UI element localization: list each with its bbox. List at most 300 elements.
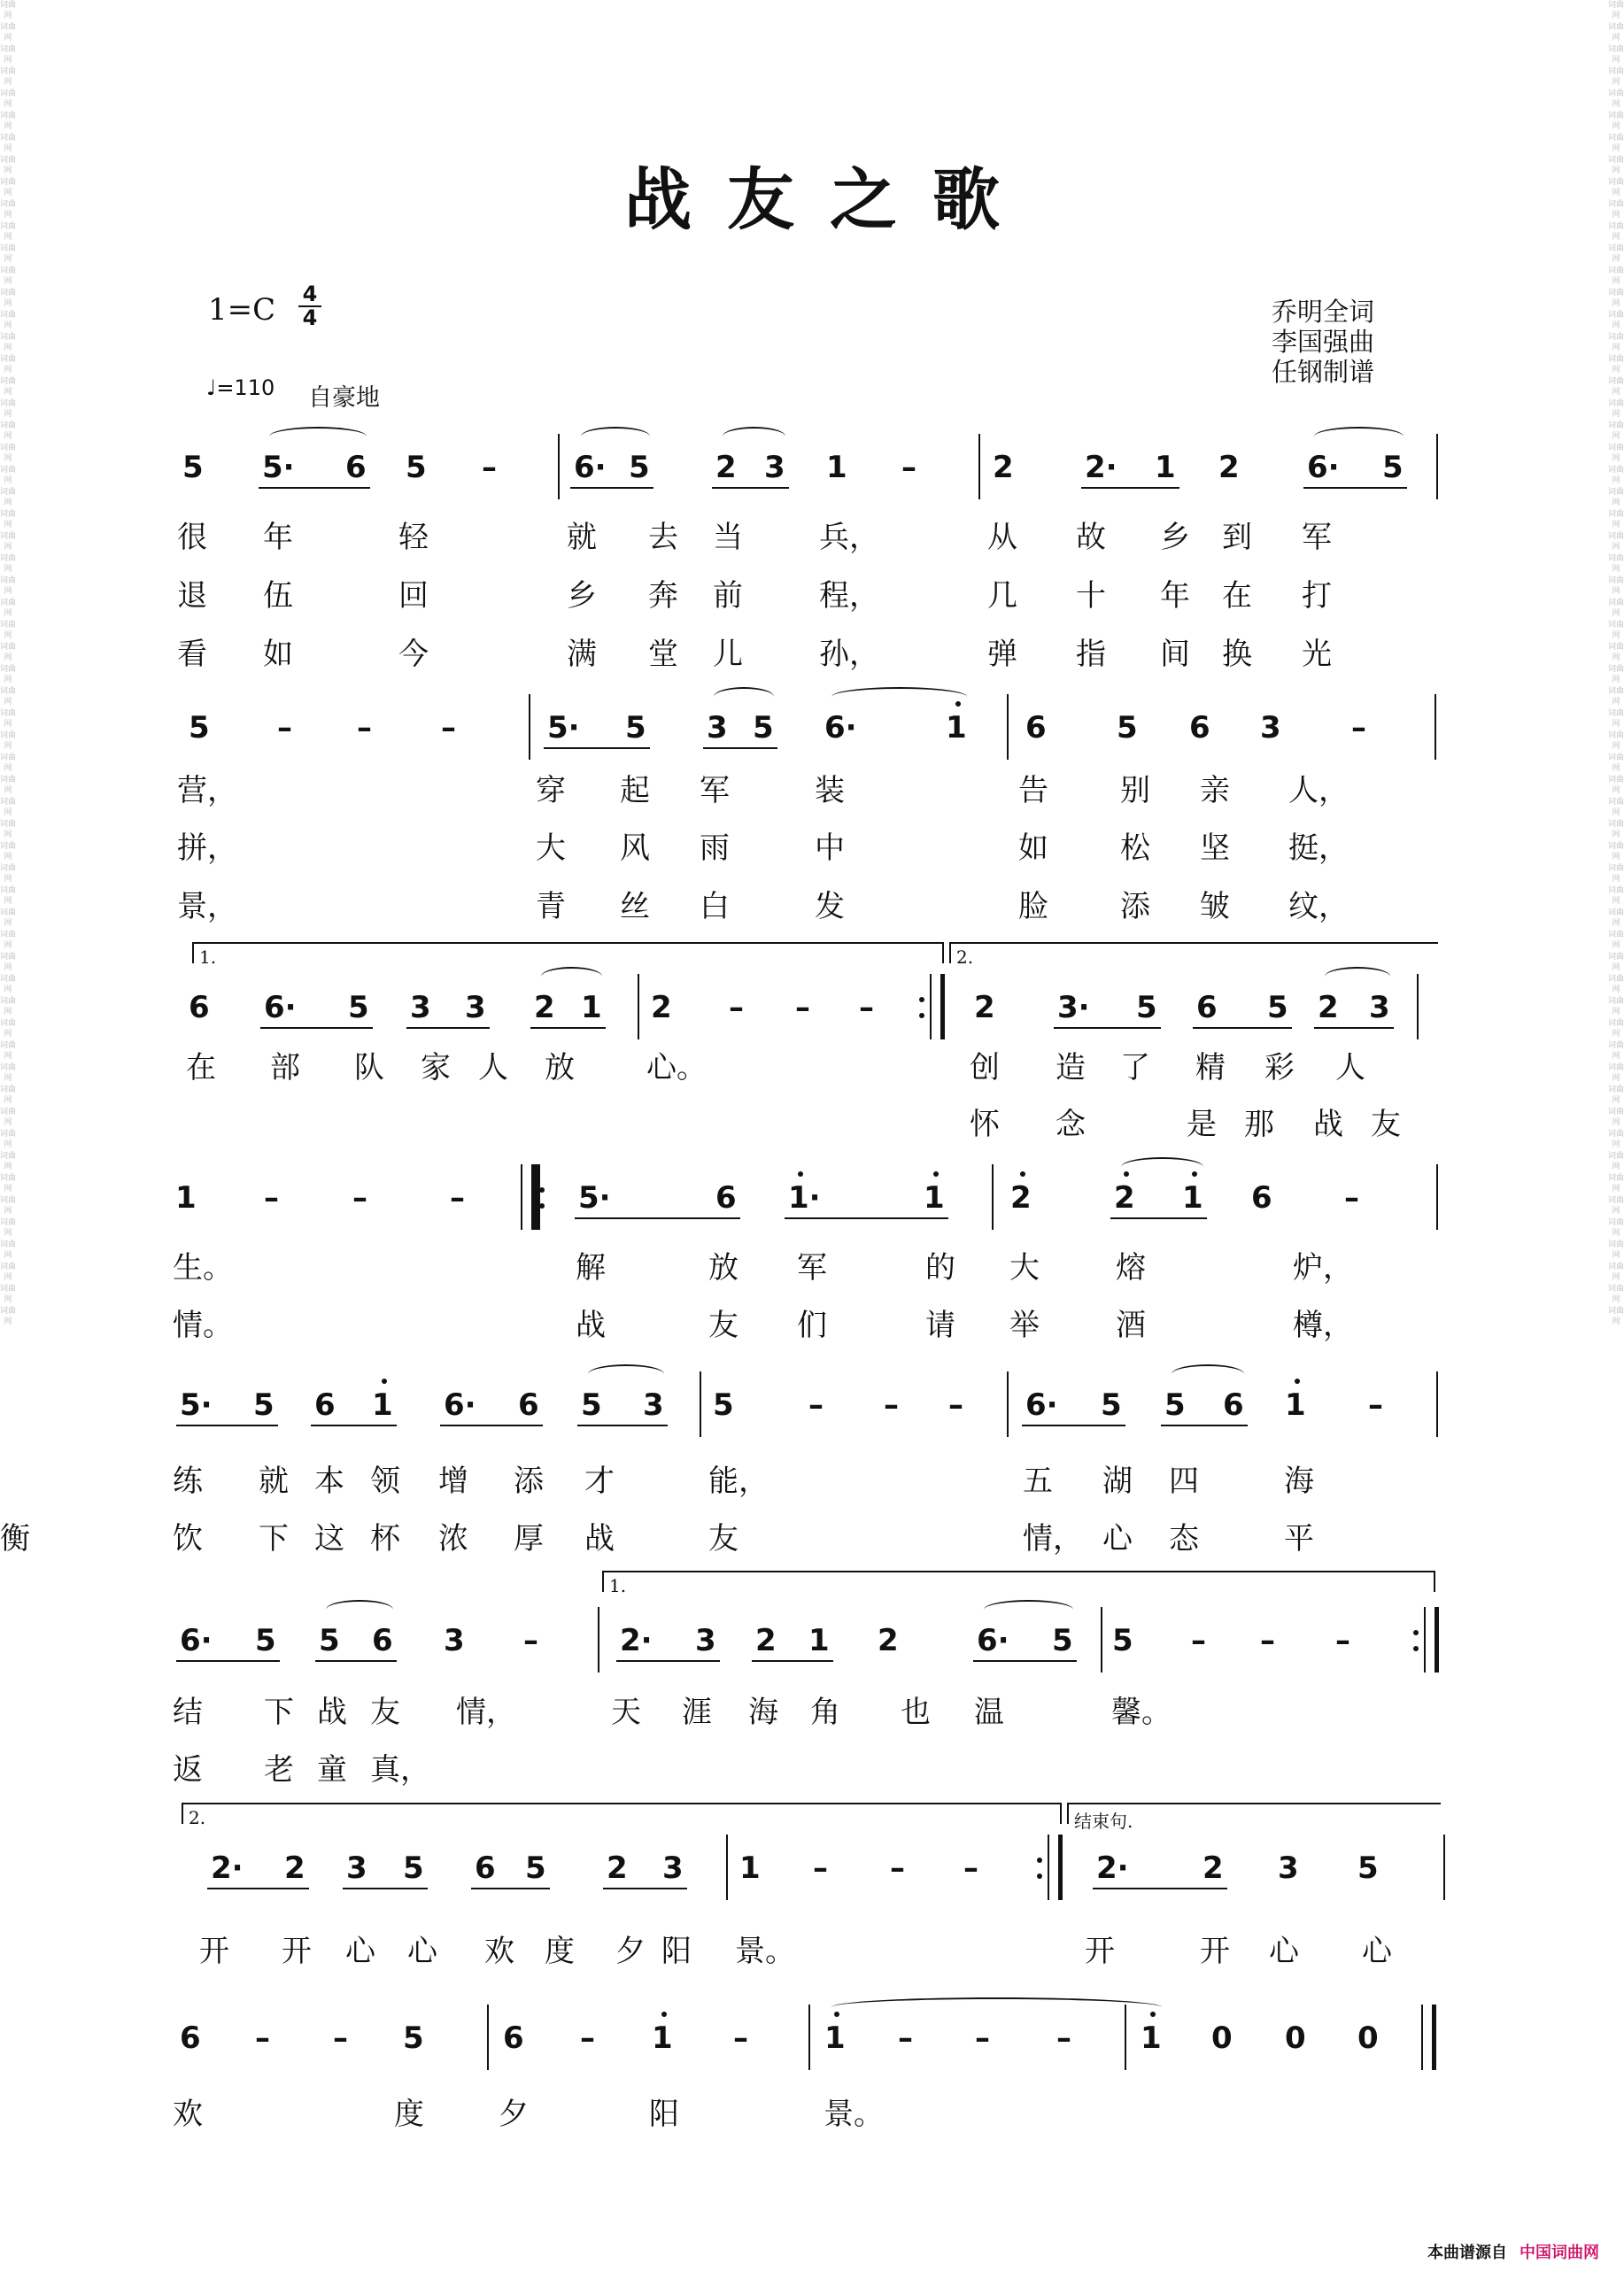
lyric-char: 满 bbox=[567, 637, 597, 672]
jianpu-note: 1 bbox=[826, 450, 847, 485]
lyric-char: 樽， bbox=[1293, 1308, 1353, 1343]
jianpu-note: 6· bbox=[444, 1387, 476, 1423]
jianpu-note: 5 bbox=[1112, 1623, 1133, 1658]
jianpu-note: 2· bbox=[620, 1623, 653, 1658]
lyric-char: 军 bbox=[1302, 520, 1332, 555]
jianpu-note: 1 bbox=[1182, 1180, 1203, 1216]
lyric-char: 堂 bbox=[648, 637, 678, 672]
jianpu-note: 5 bbox=[525, 1850, 546, 1886]
lyric-char: 心。 bbox=[646, 1050, 707, 1085]
lyric-char: 念 bbox=[1056, 1107, 1086, 1142]
lyric-char: 请 bbox=[925, 1308, 955, 1343]
jianpu-note: 1 bbox=[824, 2020, 846, 2056]
beam-underline bbox=[785, 1217, 948, 1219]
beam-underline bbox=[1081, 487, 1179, 489]
jianpu-note: 5 bbox=[403, 2020, 424, 2056]
jianpu-note: 5 bbox=[255, 1623, 276, 1658]
jianpu-note: 1 bbox=[652, 2020, 673, 2056]
key-signature: 1=C bbox=[208, 292, 276, 328]
right-watermark-strip: 词曲网 词曲网 词曲网 词曲网 词曲网 词曲网 词曲网 词曲网 词曲网 词曲网 词曲网 词曲网 词曲网 词曲网 词曲网 词曲网 词曲网 词曲网 词曲网 词曲网 词曲网 词曲网 词曲网 词曲网 词曲网 词曲网 词曲网 词曲网 词曲网 词曲网 词曲网 词曲网 词曲网 词曲网 词曲网 词曲网 词曲网 词曲网 词曲网 词曲网 词曲网 词曲网 词曲网 词曲网 词曲网 词曲网 词曲网 词曲网 词曲网 词曲网 词曲网 词曲网 词曲网 词曲网 词曲网 词曲网 词曲网 词曲网 词曲网 词曲网 bbox=[1608, 1, 1624, 1326]
lyric-char: 本 bbox=[314, 1464, 344, 1499]
octave-dot bbox=[382, 1379, 387, 1384]
jianpu-note: – bbox=[1335, 1623, 1350, 1658]
jianpu-note: – bbox=[352, 1180, 367, 1216]
jianpu-note: 2 bbox=[1114, 1180, 1135, 1216]
lyric-char: 开 bbox=[282, 1934, 312, 1969]
jianpu-note: – bbox=[733, 2020, 748, 2056]
slur-tie bbox=[581, 427, 650, 446]
lyric-char: 十 bbox=[1076, 578, 1106, 614]
jianpu-note: 2· bbox=[211, 1850, 244, 1886]
lyric-char: 增 bbox=[438, 1464, 468, 1499]
octave-dot bbox=[661, 2012, 667, 2017]
beam-underline bbox=[616, 1660, 720, 1662]
jianpu-note: – bbox=[264, 1180, 279, 1216]
octave-dot bbox=[933, 1171, 939, 1177]
jianpu-note: 5· bbox=[547, 710, 580, 746]
jianpu-note: 2 bbox=[974, 990, 995, 1025]
barline bbox=[1007, 694, 1009, 760]
lyric-char: 五 bbox=[1023, 1464, 1053, 1499]
lyric-char: 纹， bbox=[1288, 889, 1349, 924]
final-barline bbox=[1058, 1835, 1063, 1900]
beam-underline bbox=[570, 487, 653, 489]
jianpu-note: 6· bbox=[574, 450, 607, 485]
slur-tie bbox=[541, 967, 602, 986]
jianpu-note: 3 bbox=[643, 1387, 664, 1423]
barline bbox=[930, 974, 932, 1039]
jianpu-note: 2 bbox=[284, 1850, 305, 1886]
lyric-char: 情， bbox=[456, 1695, 516, 1730]
lyric-char: 举 bbox=[1009, 1308, 1040, 1343]
slur-tie bbox=[1314, 427, 1404, 446]
lyric-char: 人 bbox=[478, 1050, 508, 1085]
jianpu-note: 5 bbox=[189, 710, 210, 746]
beam-underline bbox=[1314, 1027, 1394, 1029]
beam-underline bbox=[440, 1425, 543, 1426]
lyric-char: 放 bbox=[545, 1050, 575, 1085]
barline bbox=[598, 1607, 599, 1673]
lyric-char: 真， bbox=[370, 1752, 430, 1788]
lyric-char: 青 bbox=[536, 889, 566, 924]
jianpu-note: 1 bbox=[581, 990, 602, 1025]
lyric-char: 孙， bbox=[819, 637, 879, 672]
lyric-char: 松 bbox=[1120, 830, 1150, 866]
lyric-char: 挺， bbox=[1288, 830, 1349, 866]
lyric-char: 去 bbox=[648, 520, 678, 555]
barline bbox=[1435, 694, 1436, 760]
jianpu-note: – bbox=[963, 1850, 978, 1886]
lyric-char: 彩 bbox=[1264, 1050, 1295, 1085]
jianpu-note: 2 bbox=[715, 450, 737, 485]
lyric-char: 心 bbox=[345, 1934, 375, 1969]
jianpu-note: 5· bbox=[578, 1180, 611, 1216]
jianpu-note: 3 bbox=[1369, 990, 1390, 1025]
lyric-char: 乡 bbox=[567, 578, 597, 614]
jianpu-note: – bbox=[898, 2020, 913, 2056]
jianpu-note: 1 bbox=[1141, 2020, 1162, 2056]
jianpu-note: – bbox=[1056, 2020, 1071, 2056]
lyric-char: 精 bbox=[1195, 1050, 1226, 1085]
lyric-char: 友 bbox=[708, 1308, 739, 1343]
lyric-char: 开 bbox=[1085, 1934, 1115, 1969]
lyric-char: 中 bbox=[815, 830, 845, 866]
lyric-char: 开 bbox=[199, 1934, 229, 1969]
jianpu-note: 2 bbox=[1218, 450, 1240, 485]
jianpu-note: 6 bbox=[180, 2020, 201, 2056]
lyric-char: 奔 bbox=[648, 578, 678, 614]
jianpu-note: 6· bbox=[1025, 1387, 1058, 1423]
repeat-start-barline bbox=[536, 1164, 540, 1230]
lyric-char: 温 bbox=[974, 1695, 1004, 1730]
lyric-char: 这 bbox=[314, 1521, 344, 1557]
octave-dot bbox=[1124, 1171, 1129, 1177]
lyric-char: 风 bbox=[620, 830, 650, 866]
lyric-char: 别 bbox=[1120, 773, 1150, 808]
beam-underline bbox=[176, 1425, 278, 1426]
repeat-dot bbox=[1413, 1630, 1419, 1635]
jianpu-note: 1 bbox=[946, 710, 967, 746]
barline bbox=[1436, 1164, 1438, 1230]
lyric-char: 情。 bbox=[173, 1308, 233, 1343]
expression-mark: 自豪地 bbox=[308, 384, 380, 412]
jianpu-note: – bbox=[901, 450, 916, 485]
lyric-char: 心 bbox=[1269, 1934, 1299, 1969]
jianpu-note: – bbox=[1344, 1180, 1359, 1216]
lyric-char: 当 bbox=[713, 520, 743, 555]
lyric-char: 友 bbox=[370, 1695, 400, 1730]
lyric-char: 在 bbox=[1222, 578, 1252, 614]
lyric-char: 童 bbox=[317, 1752, 347, 1788]
jianpu-note: 1 bbox=[175, 1180, 197, 1216]
transcriber-credit: 任钢制谱 bbox=[1272, 357, 1375, 387]
jianpu-note: 1 bbox=[808, 1623, 830, 1658]
lyric-char: 就 bbox=[259, 1464, 289, 1499]
lyric-char: 的 bbox=[925, 1250, 955, 1286]
jianpu-note: – bbox=[450, 1180, 465, 1216]
jianpu-note: 5 bbox=[348, 990, 369, 1025]
barline bbox=[700, 1371, 701, 1437]
repeat-dot bbox=[1037, 1858, 1042, 1863]
lyric-char: 退 bbox=[177, 578, 207, 614]
jianpu-note: – bbox=[523, 1623, 538, 1658]
lyric-char: 怀 bbox=[970, 1107, 1000, 1142]
lyric-char: 景。 bbox=[735, 1934, 795, 1969]
lyric-char: 告 bbox=[1018, 773, 1048, 808]
jianpu-note: 1 bbox=[924, 1180, 945, 1216]
beam-underline bbox=[577, 1425, 668, 1426]
jianpu-note: 5· bbox=[262, 450, 295, 485]
jianpu-note: 5 bbox=[629, 450, 650, 485]
footer-site-name: 中国词曲网 bbox=[1520, 2244, 1599, 2262]
lyric-char: 友 bbox=[708, 1521, 739, 1557]
lyric-char: 景。 bbox=[824, 2097, 884, 2132]
lyric-char: 创 bbox=[970, 1050, 1000, 1085]
jianpu-note: 5 bbox=[1117, 710, 1138, 746]
lyric-char: 弹 bbox=[987, 637, 1017, 672]
jianpu-note: 3 bbox=[707, 710, 728, 746]
beam-underline bbox=[311, 1425, 397, 1426]
beam-underline bbox=[1193, 1027, 1292, 1029]
jianpu-note: 3 bbox=[764, 450, 785, 485]
beam-underline bbox=[176, 1660, 280, 1662]
lyric-char: 阳 bbox=[649, 2097, 679, 2132]
slur-tie bbox=[269, 427, 367, 446]
beam-underline bbox=[259, 487, 370, 489]
jianpu-note: 5· bbox=[180, 1387, 213, 1423]
time-signature bbox=[298, 283, 321, 329]
beam-underline bbox=[603, 1888, 687, 1889]
octave-dot bbox=[1192, 1171, 1197, 1177]
octave-dot bbox=[798, 1171, 803, 1177]
lyric-char: 就 bbox=[567, 520, 597, 555]
tempo-mark: ♩=110 bbox=[206, 375, 275, 400]
jianpu-note: 5 bbox=[319, 1623, 340, 1658]
lyricist-credit: 乔明全词 bbox=[1272, 297, 1375, 327]
lyric-char: 造 bbox=[1056, 1050, 1086, 1085]
lyric-char: 度 bbox=[545, 1934, 575, 1969]
lyric-char: 们 bbox=[797, 1308, 827, 1343]
lyric-char: 欢 bbox=[484, 1934, 514, 1969]
meter-top: 4 bbox=[298, 283, 321, 307]
lyric-char: 衡 bbox=[0, 1521, 30, 1557]
jianpu-note: 2 bbox=[1203, 1850, 1224, 1886]
jianpu-note: – bbox=[813, 1850, 828, 1886]
jianpu-note: 3 bbox=[346, 1850, 367, 1886]
lyric-char: 坚 bbox=[1200, 830, 1230, 866]
repeat-dot bbox=[919, 997, 924, 1002]
lyric-char: 起 bbox=[620, 773, 650, 808]
jianpu-note: 1 bbox=[1285, 1387, 1306, 1423]
jianpu-note: 3 bbox=[695, 1623, 716, 1658]
lyric-char: 下 bbox=[259, 1521, 289, 1557]
footer-source bbox=[1427, 2240, 1599, 2263]
lyric-char: 亲 bbox=[1200, 773, 1230, 808]
lyric-char: 才 bbox=[584, 1464, 615, 1499]
jianpu-note: – bbox=[948, 1387, 963, 1423]
jianpu-note: 6 bbox=[518, 1387, 539, 1423]
lyric-char: 丝 bbox=[620, 889, 650, 924]
barline bbox=[808, 2005, 810, 2070]
volta-bracket bbox=[192, 942, 944, 968]
lyric-char: 平 bbox=[1284, 1521, 1314, 1557]
lyric-char: 炉， bbox=[1293, 1250, 1353, 1286]
beam-underline bbox=[406, 1027, 490, 1029]
lyric-char: 几 bbox=[987, 578, 1017, 614]
lyric-char: 皱 bbox=[1200, 889, 1230, 924]
lyric-char: 阳 bbox=[661, 1934, 692, 1969]
lyric-char: 如 bbox=[1018, 830, 1048, 866]
slur-tie bbox=[831, 687, 967, 707]
jianpu-note: 2 bbox=[534, 990, 555, 1025]
beam-underline bbox=[752, 1660, 833, 1662]
jianpu-note: 3 bbox=[662, 1850, 684, 1886]
jianpu-note: 5 bbox=[1267, 990, 1288, 1025]
lyric-char: 那 bbox=[1244, 1107, 1274, 1142]
lyric-char: 能， bbox=[708, 1464, 769, 1499]
jianpu-note: 5 bbox=[1357, 1850, 1379, 1886]
volta-bracket bbox=[182, 1803, 1062, 1828]
barline bbox=[1048, 1835, 1049, 1900]
jianpu-note: 3 bbox=[1278, 1850, 1299, 1886]
lyric-char: 白 bbox=[700, 889, 730, 924]
jianpu-note: 6 bbox=[345, 450, 367, 485]
jianpu-note: – bbox=[890, 1850, 905, 1886]
jianpu-note: 6 bbox=[503, 2020, 524, 2056]
lyric-char: 也 bbox=[901, 1695, 931, 1730]
lyric-char: 乡 bbox=[1160, 520, 1190, 555]
lyric-char: 是 bbox=[1187, 1107, 1217, 1142]
beam-underline bbox=[1161, 1425, 1248, 1426]
lyric-char: 天 bbox=[611, 1695, 641, 1730]
barline bbox=[1436, 434, 1438, 499]
jianpu-note: – bbox=[357, 710, 372, 746]
octave-dot bbox=[834, 2012, 839, 2017]
lyric-char: 友 bbox=[1371, 1107, 1401, 1142]
octave-dot bbox=[955, 701, 961, 707]
volta-label: 结束句. bbox=[1074, 1811, 1133, 1832]
lyric-char: 心 bbox=[1102, 1521, 1133, 1557]
jianpu-note: 5 bbox=[581, 1387, 602, 1423]
lyric-char: 涯 bbox=[682, 1695, 712, 1730]
jianpu-note: 0 bbox=[1357, 2020, 1379, 2056]
lyric-char: 态 bbox=[1169, 1521, 1199, 1557]
jianpu-note: 6· bbox=[264, 990, 297, 1025]
lyric-char: 心 bbox=[407, 1934, 437, 1969]
jianpu-note: 6· bbox=[824, 710, 857, 746]
barline bbox=[1007, 1371, 1009, 1437]
lyric-char: 兵， bbox=[819, 520, 879, 555]
lyric-char: 到 bbox=[1222, 520, 1252, 555]
jianpu-note: – bbox=[441, 710, 456, 746]
lyric-char: 下 bbox=[264, 1695, 294, 1730]
volta-label: 1. bbox=[199, 946, 217, 968]
barline bbox=[638, 974, 639, 1039]
jianpu-note: 2 bbox=[1318, 990, 1339, 1025]
volta-bracket bbox=[1067, 1803, 1441, 1832]
beam-underline bbox=[1110, 1217, 1207, 1219]
beam-underline bbox=[575, 1217, 740, 1219]
jianpu-note: 5 bbox=[753, 710, 774, 746]
lyric-char: 军 bbox=[700, 773, 730, 808]
jianpu-note: 5 bbox=[403, 1850, 424, 1886]
beam-underline bbox=[343, 1888, 428, 1889]
barline bbox=[1443, 1835, 1445, 1900]
lyric-char: 儿 bbox=[713, 637, 743, 672]
lyric-char: 脸 bbox=[1018, 889, 1048, 924]
lyric-char: 海 bbox=[748, 1695, 778, 1730]
beam-underline bbox=[260, 1027, 373, 1029]
jianpu-note: – bbox=[884, 1387, 899, 1423]
volta-label: 1. bbox=[609, 1575, 627, 1596]
barline bbox=[1421, 2005, 1423, 2070]
lyric-char: 返 bbox=[173, 1752, 203, 1788]
beam-underline bbox=[207, 1888, 309, 1889]
jianpu-note: 3 bbox=[444, 1623, 465, 1658]
lyric-char: 大 bbox=[536, 830, 566, 866]
final-barline bbox=[1435, 1607, 1439, 1673]
beam-underline bbox=[471, 1888, 550, 1889]
lyric-char: 夕 bbox=[499, 2097, 529, 2132]
lyric-char: 添 bbox=[1120, 889, 1150, 924]
jianpu-note: 5 bbox=[182, 450, 204, 485]
octave-dot bbox=[1150, 2012, 1156, 2017]
lyric-char: 换 bbox=[1222, 637, 1252, 672]
jianpu-note: – bbox=[277, 710, 292, 746]
jianpu-note: – bbox=[333, 2020, 348, 2056]
barline bbox=[529, 694, 530, 760]
lyric-char: 领 bbox=[370, 1464, 400, 1499]
beam-underline bbox=[1093, 1888, 1227, 1889]
lyric-char: 开 bbox=[1200, 1934, 1230, 1969]
lyric-char: 光 bbox=[1302, 637, 1332, 672]
jianpu-note: 5 bbox=[1382, 450, 1404, 485]
lyric-char: 看 bbox=[177, 637, 207, 672]
repeat-dot bbox=[919, 1013, 924, 1018]
barline bbox=[726, 1835, 728, 1900]
jianpu-note: – bbox=[729, 990, 744, 1025]
slur-tie bbox=[326, 1600, 393, 1619]
jianpu-note: 6 bbox=[189, 990, 210, 1025]
lyric-char: 年 bbox=[263, 520, 293, 555]
song-title: 战友之歌 bbox=[624, 160, 1035, 239]
jianpu-note: 5 bbox=[625, 710, 646, 746]
jianpu-note: 1 bbox=[1155, 450, 1176, 485]
jianpu-note: – bbox=[1368, 1387, 1383, 1423]
beam-underline bbox=[703, 747, 777, 749]
meter-bottom: 4 bbox=[302, 305, 318, 330]
jianpu-note: 0 bbox=[1285, 2020, 1306, 2056]
lyric-char: 情， bbox=[1023, 1521, 1083, 1557]
lyric-char: 老 bbox=[264, 1752, 294, 1788]
lyric-char: 四 bbox=[1169, 1464, 1199, 1499]
lyric-char: 间 bbox=[1160, 637, 1190, 672]
jianpu-note: 3· bbox=[1057, 990, 1090, 1025]
lyric-char: 年 bbox=[1160, 578, 1190, 614]
lyric-char: 厚 bbox=[514, 1521, 544, 1557]
lyric-char: 穿 bbox=[536, 773, 566, 808]
barline bbox=[487, 2005, 489, 2070]
lyric-char: 前 bbox=[713, 578, 743, 614]
lyric-char: 度 bbox=[394, 2097, 424, 2132]
final-barline bbox=[1432, 2005, 1436, 2070]
repeat-dot bbox=[1037, 1873, 1042, 1879]
jianpu-note: 1 bbox=[739, 1850, 761, 1886]
repeat-dot bbox=[1413, 1646, 1419, 1651]
jianpu-note: – bbox=[1351, 710, 1366, 746]
jianpu-note: 5 bbox=[1101, 1387, 1122, 1423]
jianpu-note: 6 bbox=[715, 1180, 737, 1216]
jianpu-note: 3 bbox=[465, 990, 486, 1025]
lyric-char: 解 bbox=[576, 1250, 606, 1286]
lyric-char: 酒 bbox=[1116, 1308, 1146, 1343]
lyric-char: 人 bbox=[1335, 1050, 1365, 1085]
barline bbox=[1436, 1371, 1438, 1437]
jianpu-note: 6 bbox=[314, 1387, 336, 1423]
lyric-char: 人， bbox=[1288, 773, 1349, 808]
jianpu-note: 2 bbox=[878, 1623, 899, 1658]
octave-dot bbox=[1020, 1171, 1025, 1177]
slur-tie bbox=[714, 687, 774, 707]
lyric-char: 家 bbox=[421, 1050, 451, 1085]
jianpu-note: – bbox=[580, 2020, 595, 2056]
lyric-char: 很 bbox=[177, 520, 207, 555]
lyric-char: 程， bbox=[819, 578, 879, 614]
jianpu-note: – bbox=[1260, 1623, 1275, 1658]
lyric-char: 结 bbox=[173, 1695, 203, 1730]
lyric-char: 战 bbox=[584, 1521, 615, 1557]
lyric-char: 轻 bbox=[398, 520, 429, 555]
